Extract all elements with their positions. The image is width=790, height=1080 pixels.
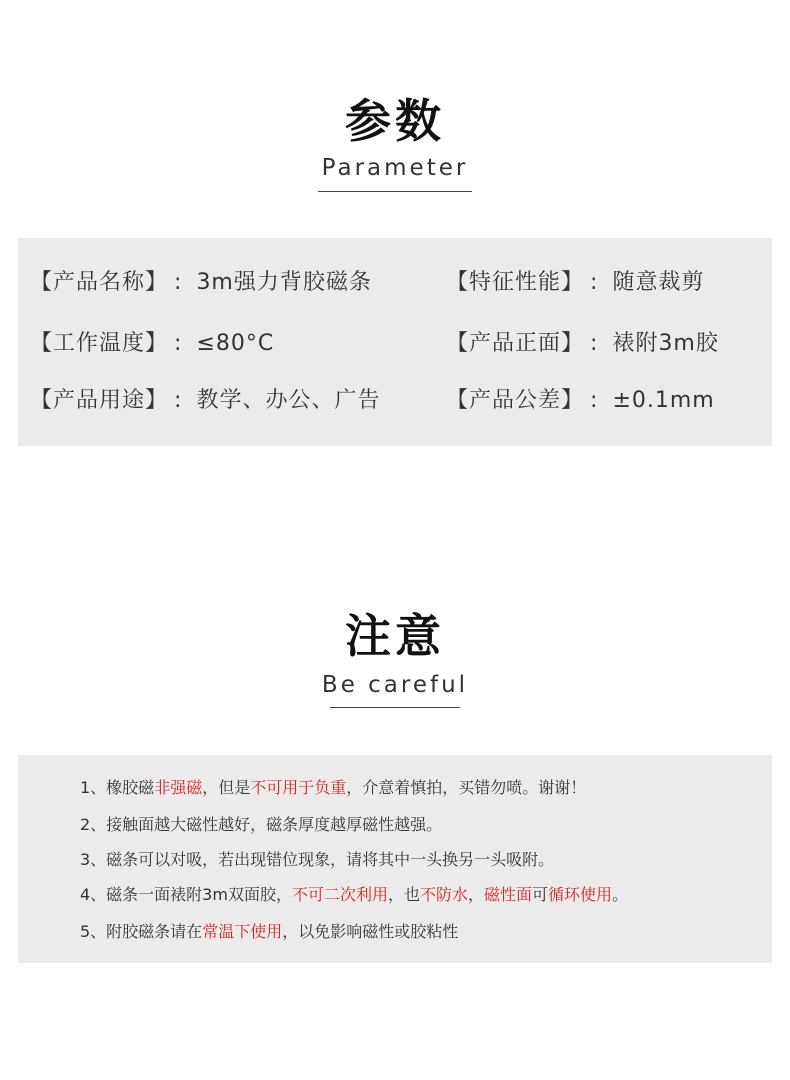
- param-value: 教学、办公、广告: [196, 388, 381, 413]
- note-text: 1、橡胶磁: [80, 778, 155, 797]
- param-value: 随意裁剪: [612, 270, 705, 295]
- note-highlight: 循环使用: [548, 885, 613, 904]
- note-item: [80, 780, 586, 796]
- note-highlight: 磁性面: [484, 885, 533, 904]
- note-text: 。: [612, 885, 629, 904]
- param-label: 【产品名称】: [30, 270, 169, 295]
- param-item: [446, 272, 704, 294]
- note-text: 2、接触面越大磁性越好，磁条厚度越厚磁性越强。: [80, 815, 443, 834]
- param-value: ≤80°C: [196, 331, 275, 356]
- param-item: [30, 333, 274, 355]
- note-text: ，也: [387, 885, 420, 904]
- note-highlight: 常温下使用: [202, 922, 283, 941]
- careful-title-underline: [330, 707, 460, 708]
- param-label: 【工作温度】: [30, 331, 169, 356]
- param-value: ±0.1mm: [612, 388, 715, 413]
- note-highlight: 非强磁: [154, 778, 203, 797]
- note-item: [80, 817, 442, 833]
- parameter-section-subtitle: Parameter: [321, 155, 469, 181]
- note-text: ，介意着慎拍，买错勿喷。谢谢！: [346, 778, 587, 797]
- param-label: 【产品正面】: [446, 331, 585, 356]
- param-colon: :: [590, 388, 599, 413]
- param-label: 【产品公差】: [446, 388, 585, 413]
- param-colon: :: [174, 388, 183, 413]
- note-highlight: 不防水: [419, 885, 468, 904]
- param-label: 【产品用途】: [30, 388, 169, 413]
- param-colon: :: [174, 270, 183, 295]
- parameter-panel: [18, 238, 772, 446]
- note-text: 可: [532, 885, 549, 904]
- param-item: [30, 390, 380, 412]
- note-text: ，以免影响磁性或胶粘性: [282, 922, 459, 941]
- careful-section-title: 注意: [345, 609, 445, 663]
- note-text: 5、附胶磁条请在: [80, 922, 203, 941]
- param-item: [30, 272, 372, 294]
- note-text: ，: [468, 885, 485, 904]
- param-colon: :: [174, 331, 183, 356]
- note-highlight: 不可用于负重: [250, 778, 347, 797]
- parameter-title-underline: [318, 191, 472, 192]
- parameter-section-title: 参数: [345, 94, 445, 148]
- note-item: [80, 924, 458, 940]
- note-text: 3、磁条可以对吸，若出现错位现象，请将其中一头换另一头吸附。: [80, 850, 555, 869]
- note-text: 4、磁条一面裱附3m双面胶，: [80, 885, 292, 904]
- param-colon: :: [590, 270, 599, 295]
- param-item: [446, 333, 719, 355]
- param-value: 裱附3m胶: [612, 331, 719, 356]
- param-label: 【特征性能】: [446, 270, 585, 295]
- note-item: [80, 887, 628, 903]
- param-colon: :: [590, 331, 599, 356]
- note-highlight: 不可二次利用: [291, 885, 388, 904]
- param-item: [446, 390, 715, 412]
- note-text: ，但是: [202, 778, 251, 797]
- param-value: 3m强力背胶磁条: [196, 270, 372, 295]
- note-item: [80, 852, 554, 868]
- careful-section-subtitle: Be careful: [321, 672, 469, 698]
- careful-panel: [18, 755, 772, 963]
